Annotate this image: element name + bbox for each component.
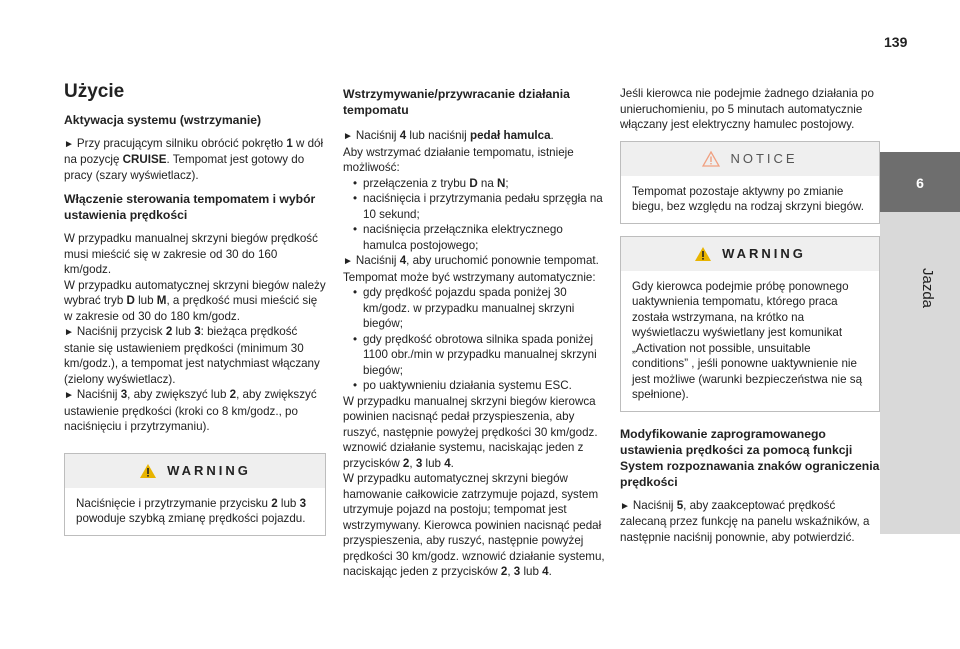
- paragraph: ► Przy pracującym silniku obrócić pokrętło 1 w dół na pozycję CRUISE. Tempomat jest gotowy do pracy (szary wyświetlacz).: [64, 136, 324, 182]
- warning-box-body: Naciśnięcie i przytrzymanie przycisku 2 lub 3 powoduje szybką zmianę prędkości pojazdu.: [76, 496, 307, 525]
- paragraph: ► Naciśnij 3, aby zwiększyć lub 2, aby zwiększyć ustawienie prędkości (kroki co 8 km/godz., po naciśnięciu i przytrzymaniu).: [64, 388, 317, 433]
- arrow-right-icon: ►: [64, 327, 74, 338]
- subsection-heading-speed-setting: Włączenie sterowania tempomatem i wybór ustawienia prędkości: [64, 192, 316, 222]
- arrow-right-icon: ►: [343, 131, 353, 142]
- page-number: 139: [884, 34, 908, 50]
- paragraph: ► Naciśnij przycisk 2 lub 3: bieżąca prędkość stanie się ustawieniem prędkości (minimum 30 km/godz.), a tempomat jest natychmiast włączany (zielony wyświetlacz).: [64, 325, 320, 386]
- paragraph: W przypadku manualnej skrzyni biegów prędkość musi mieścić się w zakresie od 30 do 160 km/godz.: [64, 232, 318, 276]
- list-item: • naciśnięcia i przytrzymania pedału sprzęgła na 10 sekund;: [353, 191, 605, 222]
- notice-box-header: [621, 142, 879, 176]
- notice-triangle-icon: [702, 151, 720, 167]
- paragraph: ► Naciśnij 4 lub naciśnij pedał hamulca.: [343, 129, 554, 142]
- warning-box: [64, 453, 326, 536]
- arrow-right-icon: ►: [64, 390, 74, 401]
- list-item: • naciśnięcia przełącznika elektrycznego hamulca postojowego;: [353, 222, 605, 253]
- warning-triangle-icon: [139, 463, 157, 479]
- subsection-heading-speed-limit-recognition: Modyfikowanie zaprogramowanego ustawienia prędkości za pomocą funkcji System rozpoznawania znaków ograniczenia prędkości: [620, 426, 880, 489]
- arrow-right-icon: ►: [620, 500, 630, 512]
- column-2: [343, 86, 605, 586]
- warning-triangle-icon: [694, 246, 712, 262]
- warning-box-body: Gdy kierowca podejmie próbę ponownego uaktywnienia tempomatu, którego praca została wstrzymana, na krótko na wyświetlaczu wyświetlany jest komunikat „Activation not possible, unsuitable conditions” , jeśli ponowne uaktywnienie nie jest możliwe (warunki bezpieczeństwa nie są spełnione).: [632, 279, 863, 401]
- list-item: • gdy prędkość pojazdu spada poniżej 30 km/godz. w przypadku manualnej skrzyni biegów;: [353, 285, 605, 332]
- list: [343, 285, 605, 394]
- side-tab-label: Jazda: [919, 267, 936, 309]
- warning-title: WARNING: [722, 245, 806, 261]
- arrow-right-icon: ►: [64, 138, 74, 150]
- paragraph: ► Naciśnij 5, aby zaakceptować prędkość zalecaną przez funkcję na panelu wskaźników, a następnie naciśnij ponownie, aby potwierdzić.: [620, 498, 870, 544]
- paragraph: ► Naciśnij 4, aby uruchomić ponownie tempomat. Tempomat może być wstrzymany automatycznie:: [343, 254, 599, 284]
- paragraph: W przypadku automatycznej skrzyni biegów należy wybrać tryb D lub M, a prędkość musi mieścić się w zakresie od 30 do 180 km/godz.: [64, 278, 326, 323]
- warning-box: [620, 236, 880, 412]
- notice-box: [620, 141, 880, 224]
- column-1: [64, 80, 326, 536]
- list-item: • po uaktywnieniu działania systemu ESC.: [353, 378, 605, 394]
- notice-box-body: Tempomat pozostaje aktywny po zmianie biegu, bez względu na rodzaj skrzyni biegów.: [632, 184, 865, 213]
- warning-box-header: [65, 454, 325, 488]
- paragraph: W przypadku manualnej skrzyni biegów kierowca powinien nacisnąć pedał przyspieszenia, aby ruszyć, następnie powyżej prędkości 30 km/godz. wznowić działanie systemu, naciskając jeden z przycisków 2, 3 lub 4.: [343, 394, 598, 470]
- warning-title: WARNING: [167, 462, 251, 478]
- subsection-heading-pause-resume: Wstrzymywanie/przywracanie działania tempomatu: [343, 87, 570, 117]
- column-3: [620, 86, 880, 551]
- paragraph: Aby wstrzymać działanie tempomatu, istnieje możliwość:: [343, 145, 574, 174]
- list: [343, 176, 605, 254]
- paragraph: W przypadku automatycznej skrzyni biegów hamowanie całkowicie zatrzymuje pojazd, system utrzymuje pojazd na postoju; tempomat jest wstrzymywany. Kierowca powinien nacisnąć pedał przyspieszenia, aby ruszyć, następnie powyżej prędkości 30 km/godz. wznowić działanie systemu, naciskając jeden z przycisków 2, 3 lub 4.: [343, 472, 605, 578]
- arrow-right-icon: ►: [343, 256, 353, 267]
- paragraph: Jeśli kierowca nie podejmie żadnego działania po unieruchomieniu, po 5 minutach automatycznie włączany jest elektryczny hamulec postojowy.: [620, 87, 874, 131]
- side-tab-chapter-number: 6: [916, 175, 924, 191]
- list-item: • przełączenia z trybu D na N;: [353, 176, 605, 192]
- list-item: • gdy prędkość obrotowa silnika spada poniżej 1100 obr./min w przypadku manualnej skrzyni biegów;: [353, 332, 605, 379]
- subsection-heading-activation: Aktywacja systemu (wstrzymanie): [64, 112, 262, 127]
- section-title: Użycie: [64, 81, 125, 102]
- warning-box-header: [621, 237, 879, 271]
- notice-title: NOTICE: [730, 150, 798, 166]
